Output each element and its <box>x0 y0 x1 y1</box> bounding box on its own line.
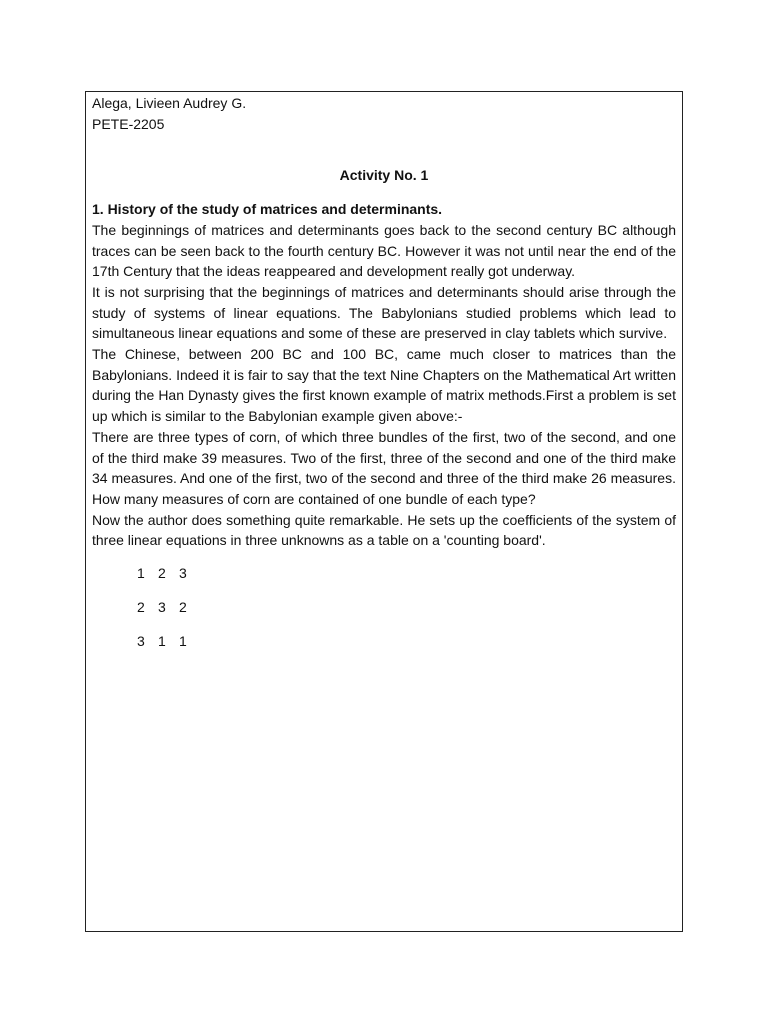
activity-title: Activity No. 1 <box>339 167 429 184</box>
section-heading: 1. History of the study of matrices and determinants. <box>92 201 443 218</box>
paragraph-3: The Chinese, between 200 BC and 100 BC, came much closer to matrices than the Babylonians. Indeed it is fair to say that the text Nine Chapters on the Mathematical Art written during the Han Dynasty gives the first known example of matrix methods.First a problem is set up which is similar to the Babylonian example given above:- <box>92 346 676 425</box>
document-frame <box>85 91 683 932</box>
matrix-row <box>137 563 676 584</box>
matrix-cell: 3 <box>158 598 166 615</box>
course-code: PETE-2205 <box>92 115 165 132</box>
paragraph-2: It is not surprising that the beginnings of matrices and determinants should arise through the study of systems of linear equations. The Babylonians studied problems which lead to simultaneous linear equations and some of these are preserved in clay tablets which survive. <box>92 283 676 342</box>
paragraph-5: Now the author does something quite remarkable. He sets up the coefficients of the system of three linear equations in three unknowns as a table on a 'counting board'. <box>92 511 676 549</box>
document-content <box>92 93 676 665</box>
paragraph-4: There are three types of corn, of which three bundles of the first, two of the second, and one of the third make 39 measures. Two of the first, three of the second and one of the third make 34 measures. And one of the first, two of the second and three of the third make 26 measures. How many measures of corn are contained of one bundle of each type? <box>92 428 676 507</box>
matrix-cell: 1 <box>179 632 187 649</box>
matrix-cell: 1 <box>158 632 166 649</box>
matrix-cell: 3 <box>179 565 187 582</box>
matrix-cell: 3 <box>137 632 145 649</box>
coefficient-matrix <box>137 563 676 651</box>
author-name: Alega, Livieen Audrey G. <box>92 95 247 111</box>
matrix-row <box>137 631 676 652</box>
matrix-cell: 1 <box>137 565 145 582</box>
matrix-row <box>137 597 676 618</box>
matrix-cell: 2 <box>158 565 166 582</box>
matrix-cell: 2 <box>179 598 187 615</box>
paragraph-1: The beginnings of matrices and determinants goes back to the second century BC although traces can be seen back to the fourth century BC. However it was not until near the end of the 17th Century that the ideas reappeared and development really got underway. <box>92 221 676 280</box>
matrix-cell: 2 <box>137 598 145 615</box>
